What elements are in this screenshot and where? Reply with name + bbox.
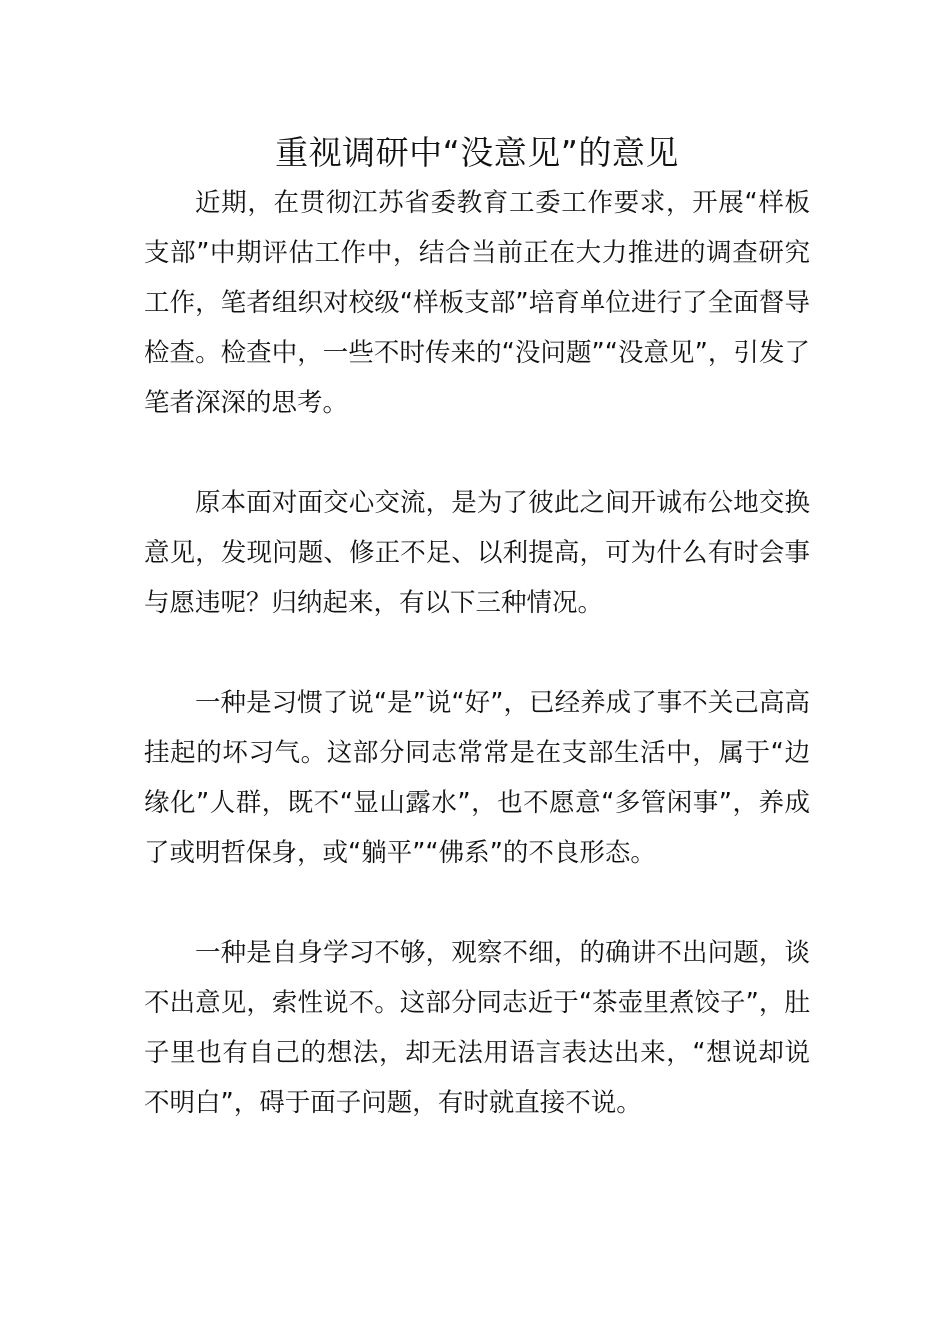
document-page xyxy=(144,128,810,1128)
paragraph-1: 近期，在贯彻江苏省委教育工委工作要求，开展“样板支部”中期评估工作中，结合当前正在大力推进的调查研究工作，笔者组织对校级“样板支部”培育单位进行了全面督导检查。检查中，一些不时传来的“没问题”“没意见”，引发了笔者深深的思考。 xyxy=(144,188,810,418)
paragraph-2: 原本面对面交心交流，是为了彼此之间开诚布公地交换意见，发现问题、修正不足、以利提高，可为什么有时会事与愿违呢？归纳起来，有以下三种情况。 xyxy=(144,488,810,618)
paragraph-3: 一种是习惯了说“是”说“好”，已经养成了事不关己高高挂起的坏习气。这部分同志常常是在支部生活中，属于“边缘化”人群，既不“显山露水”，也不愿意“多管闲事”，养成了或明哲保身，或“躺平”“佛系”的不良形态。 xyxy=(144,688,810,868)
paragraph-gap xyxy=(144,628,810,678)
paragraph-gap xyxy=(144,878,810,928)
paragraph-gap xyxy=(144,428,810,478)
document-title: 重视调研中“没意见”的意见 xyxy=(275,133,679,172)
paragraph-4: 一种是自身学习不够，观察不细，的确讲不出问题，谈不出意见，索性说不。这部分同志近于“茶壶里煮饺子”，肚子里也有自己的想法，却无法用语言表达出来，“想说却说不明白”，碍于面子问题，有时就直接不说。 xyxy=(144,938,810,1118)
